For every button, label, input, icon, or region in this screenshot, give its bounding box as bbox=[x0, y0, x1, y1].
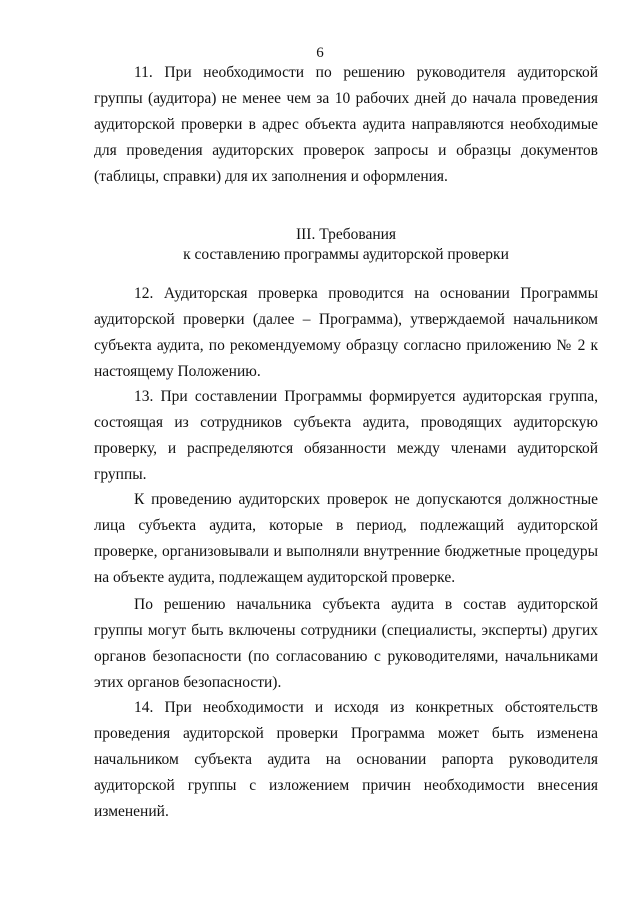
paragraph-14: 14. При необходимости и исходя из конкретных обстоятельств проведения аудиторской проверки Программа может быть изменена начальником субъекта аудита на основании рапорта руководителя аудиторской группы с изложением причин необходимости внесения изменений. bbox=[94, 699, 598, 820]
section-heading bbox=[94, 225, 598, 265]
section-heading-title: III. Требования bbox=[295, 226, 397, 243]
page-number: 6 bbox=[316, 45, 324, 61]
section-heading-subtitle: к составлению программы аудиторской проверки bbox=[183, 246, 509, 263]
paragraph-12: 12. Аудиторская проверка проводится на основании Программы аудиторской проверки (далее – Программа), утверждаемой начальником субъекта аудита, по рекомендуемому образцу согласно приложению № 2 к настоящему Положению. bbox=[94, 285, 598, 380]
paragraph-11: 11. При необходимости по решению руководителя аудиторской группы (аудитора) не менее чем за 10 рабочих дней до начала проведения аудиторской проверки в адрес объекта аудита направляются необходимые для проведения аудиторских проверок запросы и образцы документов (таблицы, справки) для их заполнения и оформления. bbox=[94, 64, 598, 185]
paragraph-13-exclusion: К проведению аудиторских проверок не допускаются должностные лица субъекта аудита, которые в период, подлежащий аудиторской проверке, организовывали и выполняли внутренние бюджетные процедуры на объекте аудита, подлежащем аудиторской проверке. bbox=[94, 491, 598, 586]
paragraph-13-inclusion: По решению начальника субъекта аудита в состав аудиторской группы могут быть включены сотрудники (специалисты, эксперты) других органов безопасности (по согласованию с руководителями, начальниками этих органов безопасности). bbox=[94, 596, 598, 691]
paragraph-13: 13. При составлении Программы формируется аудиторская группа, состоящая из сотрудников субъекта аудита, проводящих аудиторскую проверку, и распределяются обязанности между членами аудиторской группы. bbox=[94, 388, 598, 483]
